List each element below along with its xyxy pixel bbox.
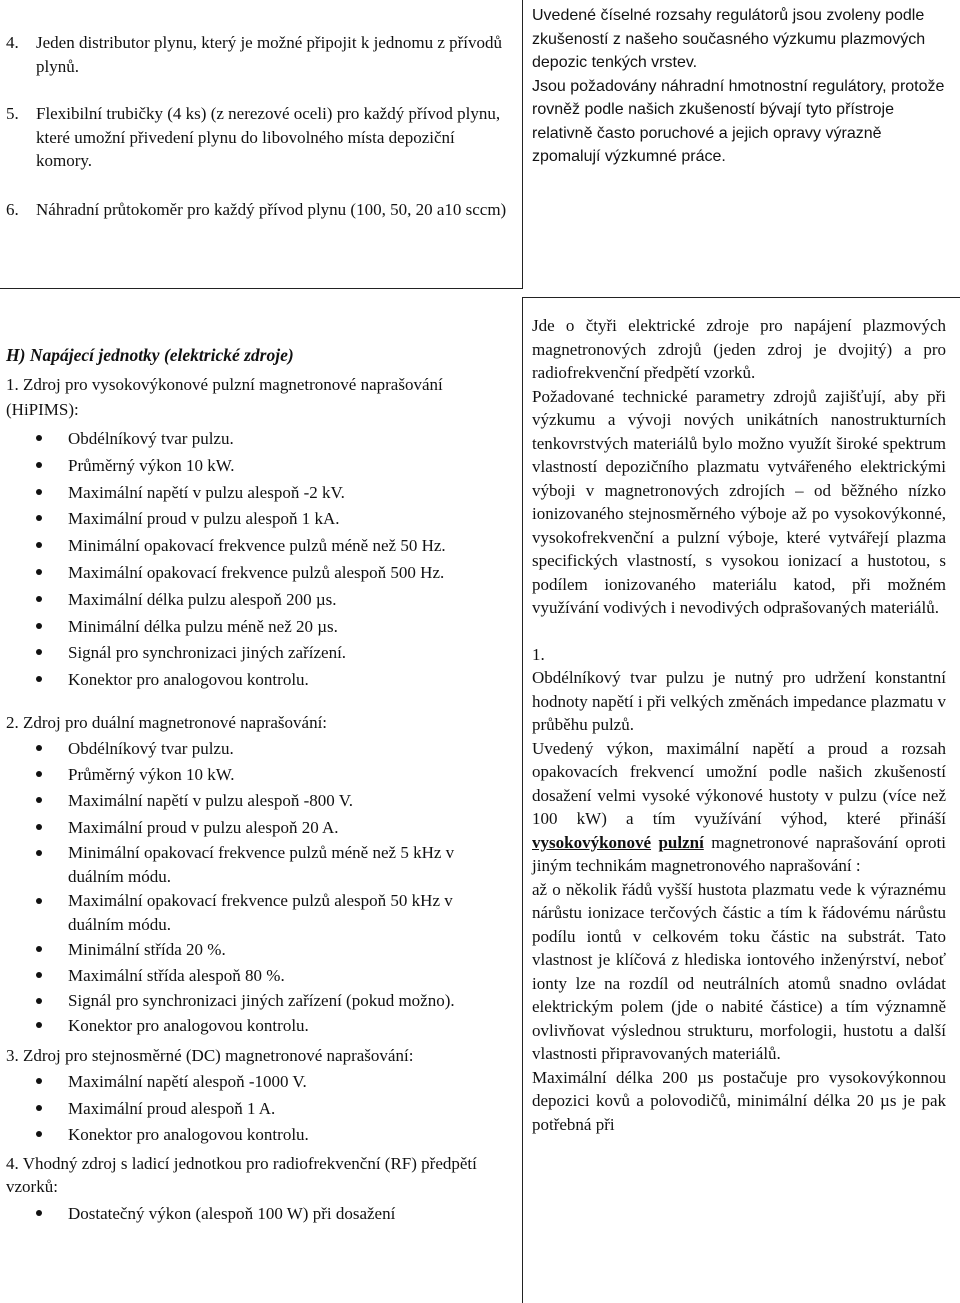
list-item: Signál pro synchronizaci jiných zařízení.: [68, 640, 514, 667]
underlined-term: pulzní: [658, 832, 704, 852]
bullet-list: [6, 1201, 514, 1227]
list-item: Maximální napětí alespoň -1000 V.: [68, 1069, 514, 1095]
list-item: Maximální opakovací frekvence pulzů alespoň 50 kHz v duálním módu.: [68, 889, 514, 937]
item-number: 6.: [6, 199, 19, 219]
list-item: Minimální délka pulzu méně než 20 µs.: [68, 614, 514, 641]
paragraph: Maximální délka 200 µs postačuje pro vysokovýkonnou depozici kovů a polovodičů, minimální délka 20 µs je pak potřebná při: [532, 1067, 946, 1134]
paragraph-text: Uvedený výkon, maximální napětí a proud a rozsah opakovacích frekvencí umožní podle našich zkušeností dosažení velmi vysoké výkonové hustoty v pulzu (více než 100 kW) a tím využívání výhod, které přináší: [532, 738, 946, 828]
list-item: Průměrný výkon 10 kW.: [68, 762, 514, 788]
paragraph: Jde o čtyři elektrické zdroje pro napájení plazmových magnetronových zdrojů (jeden zdroj je dvojitý) a pro radiofrekvenční předpětí vzorků.: [532, 316, 946, 382]
list-item: Maximální střída alespoň 80 %.: [68, 963, 514, 989]
list-item: Obdélníkový tvar pulzu.: [68, 736, 514, 762]
power-supplies-list: [6, 342, 514, 1227]
list-item: Maximální proud v pulzu alespoň 1 kA.: [68, 506, 514, 533]
list-item-6: [6, 198, 514, 222]
paragraph: až o několik řádů vyšší hustota plazmatu vede k výraznému nárůstu ionizace terčových částic a tím k řádovému nárůstu podílu iontů v celkovém toku částic na substrát. Tato vlastnost je klíčová z hlediska iontového inženýrství, neboť ionty lze na rozdíl od neutrálních atomů snadno ovládat elektrickým polem (jde o nabité částice) a tím významně ovlivňovat výslednou strukturu, morfologii, hustotu a další vlastnosti připravovaných materiálů.: [532, 879, 946, 1063]
paragraph: Jsou požadovány náhradní hmotnostní regulátory, protože rovněž podle našich zkušeností bývají tyto přístroje relativně často poruchové a jejich opravy výrazně zpomalují výzkumné práce.: [532, 77, 945, 165]
bullet-list: [6, 1069, 514, 1148]
list-item: Průměrný výkon 10 kW.: [68, 453, 514, 480]
list-item: Minimální opakovací frekvence pulzů méně než 5 kHz v duálním módu.: [68, 841, 514, 889]
list-item: Minimální opakovací frekvence pulzů méně než 50 Hz.: [68, 533, 514, 560]
paragraph: [532, 737, 946, 878]
item-number: 4.: [6, 33, 19, 52]
paragraph: Požadované technické parametry zdrojů zajišťují, aby při výzkumu a vývoji nových unikátních nanostrukturních tenkovrstvých materiálů bylo možno využít široké spektrum vlastností depozičního plazmatu vytvářeného elektrickými výboji v magnetronových zdrojích – od běžného nízko ionizovaného stejnosměrného výboje až po vysokovýkonné, vysokofrekvenční a pulzní výboje, které vytvářejí plazma specifických vlastností, s vysokou ionizací a hustotou, s podílem ionizovaného materiálu katod, při možném využívání vodivých i nevodivých odprašovaných materiálů.: [532, 386, 946, 617]
list-item: Konektor pro analogovou kontrolu.: [68, 1013, 514, 1039]
paragraph-text: magnetronové naprašování oproti jiným technikám magnetronového naprašování :: [532, 832, 946, 875]
list-item: Maximální napětí v pulzu alespoň -800 V.: [68, 788, 514, 814]
item-number: 1.: [532, 644, 545, 664]
subsection-title: 3. Zdroj pro stejnosměrné (DC) magnetronové naprašování:: [6, 1046, 414, 1066]
list-item-4: [6, 31, 514, 78]
row-divider-right: [523, 297, 960, 298]
power-supplies-commentary: [532, 314, 946, 1136]
column-divider-top: [522, 0, 523, 288]
list-item-5: [6, 102, 514, 173]
paragraph: Obdélníkový tvar pulzu je nutný pro udržení konstantní hodnoty napětí i při velkých změnách impedance plazmatu v průběhu pulzů.: [532, 668, 946, 734]
subsection-title: 2. Zdroj pro duální magnetronové naprašování:: [6, 712, 328, 732]
list-item: Maximální délka pulzu alespoň 200 µs.: [68, 587, 514, 614]
subsection-title: 1. Zdroj pro vysokovýkonové pulzní magnetronové naprašování (HiPIMS):: [6, 375, 443, 419]
column-divider-bottom: [522, 297, 523, 1303]
underlined-term: vysokovýkonové: [532, 832, 652, 852]
list-item: Konektor pro analogovou kontrolu.: [68, 667, 514, 694]
bullet-list: [6, 426, 514, 694]
list-item: Konektor pro analogovou kontrolu.: [68, 1122, 514, 1148]
list-item: Dostatečný výkon (alespoň 100 W) při dosažení: [68, 1201, 514, 1227]
top-right-cell: [532, 4, 946, 169]
item-number: 5.: [6, 104, 19, 123]
list-item: Maximální opakovací frekvence pulzů alespoň 500 Hz.: [68, 560, 514, 587]
item-text: Flexibilní trubičky (4 ks) (z nerezové oceli) pro každý přívod plynu, které umožní přivedení plynu do libovolného místa depoziční komory.: [36, 104, 501, 170]
list-item: Maximální proud alespoň 1 A.: [68, 1096, 514, 1122]
row-divider: [0, 288, 523, 289]
item-text: Náhradní průtokoměr pro každý přívod plynu (100, 50, 20 a10 sccm): [36, 199, 507, 219]
paragraph: Uvedené číselné rozsahy regulátorů jsou zvoleny podle zkušeností z našeho současného výzkumu plazmových depozic tenkých vrstev.: [532, 7, 926, 71]
list-item: Maximální proud v pulzu alespoň 20 A.: [68, 815, 514, 841]
list-item: Signál pro synchronizaci jiných zařízení (pokud možno).: [68, 989, 514, 1013]
bullet-list: [6, 736, 514, 1039]
list-item: Maximální napětí v pulzu alespoň -2 kV.: [68, 480, 514, 507]
section-title: H) Napájecí jednotky (elektrické zdroje): [6, 345, 294, 365]
subsection-title: 4. Vhodný zdroj s ladicí jednotkou pro radiofrekvenční (RF) předpětí vzorků:: [6, 1154, 477, 1196]
list-item: Minimální střída 20 %.: [68, 937, 514, 963]
list-item: Obdélníkový tvar pulzu.: [68, 426, 514, 453]
top-left-cell: [6, 31, 514, 221]
item-text: Jeden distributor plynu, který je možné připojit k jednomu z přívodů plynů.: [36, 33, 502, 76]
